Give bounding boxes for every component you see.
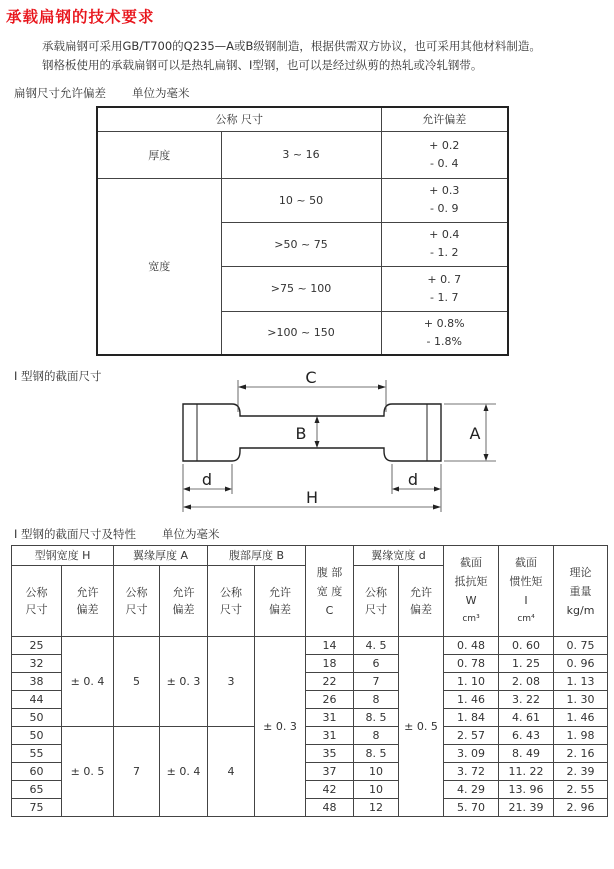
group-web-b: 腹部厚度 B	[208, 546, 306, 566]
cell-c: 35	[306, 745, 354, 763]
cell-w: 0. 78	[444, 655, 499, 673]
cell-w: 2. 57	[444, 727, 499, 745]
merged-a-2: 7	[114, 727, 160, 817]
cell-c: 14	[306, 637, 354, 655]
ibeam-cross-section-diagram	[160, 368, 500, 518]
dim-label-d-right: d	[407, 470, 419, 489]
dim-label-d-left: d	[201, 470, 213, 489]
cell-i: 11. 22	[499, 763, 554, 781]
merged-h-tol-1: ± 0. 4	[62, 637, 114, 727]
group-web-width-c: 腹 部 宽 度 C	[306, 546, 354, 637]
cell-kg: 1. 46	[554, 709, 608, 727]
dim-label-b: B	[295, 424, 307, 443]
ibeam-properties-table	[11, 545, 608, 817]
cell-d: 4. 5	[354, 637, 399, 655]
merged-h-tol-2: ± 0. 5	[62, 727, 114, 817]
sub-b-tol: 允许 偏差	[255, 566, 306, 637]
width-tolerance-3: + 0. 7 - 1. 7	[381, 266, 508, 311]
cell-w: 3. 09	[444, 745, 499, 763]
sub-h-nominal: 公称 尺寸	[12, 566, 62, 637]
width-tolerance-4: + 0.8% - 1.8%	[381, 311, 508, 355]
merged-b-tol: ± 0. 3	[255, 637, 306, 817]
cell-kg: 1. 13	[554, 673, 608, 691]
cell-c: 22	[306, 673, 354, 691]
width-label: 宽度	[97, 178, 221, 355]
cell-kg: 1. 30	[554, 691, 608, 709]
merged-b-1: 3	[208, 637, 255, 727]
cell-c: 37	[306, 763, 354, 781]
ibeam-section-title: I 型钢的截面尺寸及特性	[14, 527, 137, 541]
cell-h: 44	[12, 691, 62, 709]
merged-a-tol-1: ± 0. 3	[160, 637, 208, 727]
cell-h: 50	[12, 709, 62, 727]
width-range-2: >50 ~ 75	[221, 222, 381, 266]
cell-d: 12	[354, 799, 399, 817]
cell-i: 13. 96	[499, 781, 554, 799]
cell-h: 65	[12, 781, 62, 799]
cell-i: 3. 22	[499, 691, 554, 709]
cell-c: 26	[306, 691, 354, 709]
page-title: 承载扁钢的技术要求	[6, 8, 155, 26]
width-tolerance-1: + 0.3 - 0. 9	[381, 178, 508, 222]
cell-i: 21. 39	[499, 799, 554, 817]
sub-a-tol: 允许 偏差	[160, 566, 208, 637]
cell-i: 6. 43	[499, 727, 554, 745]
cell-h: 55	[12, 745, 62, 763]
diagram-title: I 型钢的截面尺寸	[14, 369, 102, 383]
cell-w: 5. 70	[444, 799, 499, 817]
cell-h: 75	[12, 799, 62, 817]
ibeam-outline	[183, 404, 441, 461]
flat-section-unit: 单位为毫米	[132, 86, 190, 100]
cell-c: 31	[306, 727, 354, 745]
cell-h: 38	[12, 673, 62, 691]
intro-line-1: 承载扁钢可采用GB/T700的Q235—A或B级钢制造，根据供需双方协议，也可采用其他材料制造。	[42, 39, 541, 53]
dim-label-c: C	[305, 368, 317, 387]
group-inertia-i: 截面 惯性矩 I cm⁴	[499, 546, 554, 637]
cell-d: 10	[354, 763, 399, 781]
cell-kg: 2. 96	[554, 799, 608, 817]
sub-d-tol: 允许 偏差	[399, 566, 444, 637]
cell-w: 3. 72	[444, 763, 499, 781]
cell-c: 42	[306, 781, 354, 799]
cell-h: 25	[12, 637, 62, 655]
cell-d: 10	[354, 781, 399, 799]
cell-d: 8	[354, 727, 399, 745]
cell-w: 1. 46	[444, 691, 499, 709]
width-range-1: 10 ~ 50	[221, 178, 381, 222]
dim-label-h: H	[305, 488, 319, 507]
cell-h: 32	[12, 655, 62, 673]
flat-section-heading	[14, 85, 190, 101]
cell-c: 48	[306, 799, 354, 817]
cell-kg: 2. 55	[554, 781, 608, 799]
merged-a-tol-2: ± 0. 4	[160, 727, 208, 817]
thickness-range: 3 ~ 16	[221, 131, 381, 178]
cell-w: 1. 10	[444, 673, 499, 691]
cell-d: 8. 5	[354, 709, 399, 727]
cell-i: 8. 49	[499, 745, 554, 763]
cell-w: 1. 84	[444, 709, 499, 727]
sub-d-nominal: 公称 尺寸	[354, 566, 399, 637]
cell-d: 6	[354, 655, 399, 673]
cell-c: 18	[306, 655, 354, 673]
cell-h: 60	[12, 763, 62, 781]
cell-kg: 0. 75	[554, 637, 608, 655]
ibeam-section-heading	[14, 526, 220, 542]
cell-w: 0. 48	[444, 637, 499, 655]
merged-d-tol: ± 0. 5	[399, 637, 444, 817]
thickness-label: 厚度	[97, 131, 221, 178]
cell-i: 0. 60	[499, 637, 554, 655]
flat-section-title: 扁钢尺寸允许偏差	[14, 86, 106, 100]
cell-kg: 0. 96	[554, 655, 608, 673]
cell-d: 8. 5	[354, 745, 399, 763]
thickness-tolerance: + 0.2 - 0. 4	[381, 131, 508, 178]
sub-h-tol: 允许 偏差	[62, 566, 114, 637]
cell-kg: 2. 16	[554, 745, 608, 763]
group-modulus-w: 截面 抵抗矩 W cm³	[444, 546, 499, 637]
cell-i: 4. 61	[499, 709, 554, 727]
sub-a-nominal: 公称 尺寸	[114, 566, 160, 637]
group-width-h: 型钢宽度 H	[12, 546, 114, 566]
group-flange-width-d: 翼缘宽度 d	[354, 546, 444, 566]
cell-w: 4. 29	[444, 781, 499, 799]
dim-label-a: A	[469, 424, 481, 443]
width-range-3: >75 ~ 100	[221, 266, 381, 311]
intro-line-2: 钢格板使用的承载扁钢可以是热轧扁钢、I型钢，也可以是经过纵剪的热轧或冷轧钢带。	[42, 58, 483, 72]
cell-c: 31	[306, 709, 354, 727]
header-tolerance: 允许偏差	[381, 107, 508, 131]
merged-b-2: 4	[208, 727, 255, 817]
cell-kg: 2. 39	[554, 763, 608, 781]
cell-i: 2. 08	[499, 673, 554, 691]
width-range-4: >100 ~ 150	[221, 311, 381, 355]
merged-a-1: 5	[114, 637, 160, 727]
sub-b-nominal: 公称 尺寸	[208, 566, 255, 637]
header-nominal: 公称 尺寸	[97, 107, 381, 131]
width-tolerance-2: + 0.4 - 1. 2	[381, 222, 508, 266]
cell-h: 50	[12, 727, 62, 745]
cell-d: 8	[354, 691, 399, 709]
flat-tolerance-table	[96, 106, 509, 356]
ibeam-section-unit: 单位为毫米	[162, 527, 220, 541]
cell-kg: 1. 98	[554, 727, 608, 745]
group-flange-a: 翼缘厚度 A	[114, 546, 208, 566]
cell-d: 7	[354, 673, 399, 691]
cell-i: 1. 25	[499, 655, 554, 673]
group-theory-weight: 理论 重量 kg/m	[554, 546, 608, 637]
